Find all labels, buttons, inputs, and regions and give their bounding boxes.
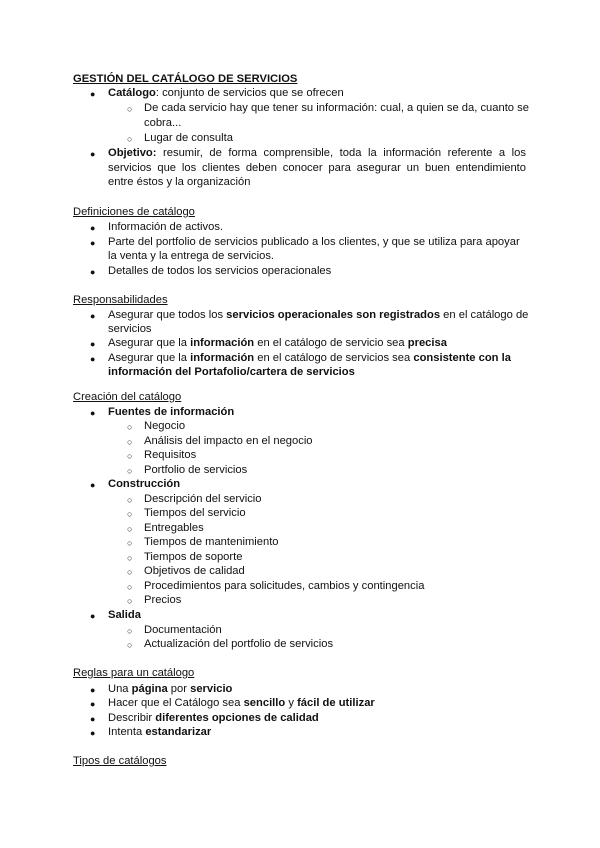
section-heading-responsabilidades: Responsabilidades	[73, 294, 168, 306]
list-item: Detalles de todos los servicios operacionales	[108, 265, 332, 277]
bullet-filled-icon: ●	[90, 728, 96, 738]
list-item	[108, 711, 319, 726]
list-subitem: Análisis del impacto en el negocio	[144, 435, 313, 447]
bullet-hollow-icon: ○	[127, 466, 133, 476]
bullet-hollow-icon: ○	[127, 437, 133, 447]
bullet-hollow-icon: ○	[127, 626, 133, 636]
text-run: Intenta	[108, 726, 146, 738]
bullet-filled-icon: ●	[90, 685, 96, 695]
list-subitem: Requisitos	[144, 449, 197, 461]
bullet-hollow-icon: ○	[127, 451, 133, 461]
bullet-hollow-icon: ○	[127, 509, 133, 519]
section-heading-definiciones: Definiciones de catálogo	[73, 206, 195, 218]
bullet-filled-icon: ●	[90, 89, 96, 99]
list-item	[108, 682, 232, 697]
list-subitem: Procedimientos para solicitudes, cambios y contingencia	[144, 580, 425, 592]
text-run: Describir	[108, 712, 156, 724]
bullet-filled-icon: ●	[90, 339, 96, 349]
bullet-hollow-icon: ○	[127, 134, 133, 144]
text-run-bold: diferentes opciones de calidad	[155, 712, 319, 724]
bullet-hollow-icon: ○	[127, 553, 133, 563]
list-item	[108, 336, 447, 351]
list-subitem: Descripción del servicio	[144, 493, 262, 505]
catalogo-item	[108, 86, 344, 101]
bullet-hollow-icon: ○	[127, 640, 133, 650]
fuentes-label: Fuentes de información	[108, 406, 235, 418]
objetivo-item	[108, 146, 526, 190]
list-subitem: Actualización del portfolio de servicios	[144, 638, 334, 650]
bullet-hollow-icon: ○	[127, 596, 133, 606]
list-item: Información de activos.	[108, 221, 224, 233]
bullet-filled-icon: ●	[90, 238, 96, 248]
text-run-bold: información	[190, 352, 255, 364]
bullet-hollow-icon: ○	[127, 567, 133, 577]
list-item-continuation: información del Portafolio/cartera de servicios	[108, 366, 355, 378]
bullet-hollow-icon: ○	[127, 582, 133, 592]
text-run-bold: consistente con la	[413, 352, 511, 364]
text-run: Asegurar que la	[108, 352, 191, 364]
text-run: Hacer que el Catálogo sea	[108, 697, 244, 709]
section-heading-reglas: Reglas para un catálogo	[73, 667, 195, 679]
text-run: por	[167, 683, 191, 695]
text-run: y	[285, 697, 298, 709]
bullet-hollow-icon: ○	[127, 422, 133, 432]
text-run-bold: página	[131, 683, 168, 695]
text-run: Asegurar que la	[108, 337, 191, 349]
list-subitem: Portfolio de servicios	[144, 464, 248, 476]
bullet-filled-icon: ●	[90, 223, 96, 233]
bullet-filled-icon: ●	[90, 408, 96, 418]
bullet-filled-icon: ●	[90, 149, 96, 159]
text-run-bold: estandarizar	[145, 726, 212, 738]
catalogo-sub-line: De cada servicio hay que tener su información: cual, a quien se da, cuanto se	[144, 102, 529, 114]
bullet-filled-icon: ●	[90, 611, 96, 621]
text-run: Asegurar que todos los	[108, 309, 227, 321]
catalogo-sub-line: cobra...	[144, 117, 182, 129]
page-title: GESTIÓN DEL CATÁLOGO DE SERVICIOS	[73, 73, 298, 85]
list-subitem: Tiempos de soporte	[144, 551, 243, 563]
bullet-hollow-icon: ○	[127, 104, 133, 114]
list-subitem: Tiempos de mantenimiento	[144, 536, 279, 548]
section-heading-tipos: Tipos de catálogos	[73, 755, 167, 767]
catalogo-label: Catálogo	[108, 87, 156, 99]
bullet-filled-icon: ●	[90, 354, 96, 364]
bullet-filled-icon: ●	[90, 480, 96, 490]
text-run-bold: sencillo	[243, 697, 286, 709]
list-item: Parte del portfolio de servicios publicado a los clientes, y que se utiliza para apoyar	[108, 236, 520, 248]
bullet-filled-icon: ●	[90, 311, 96, 321]
text-run: en el catálogo de servicios sea	[254, 352, 414, 364]
bullet-filled-icon: ●	[90, 699, 96, 709]
list-subitem: Precios	[144, 594, 182, 606]
text-run-bold: servicio	[190, 683, 233, 695]
bullet-filled-icon: ●	[90, 714, 96, 724]
text-run-bold: información	[190, 337, 255, 349]
bullet-hollow-icon: ○	[127, 524, 133, 534]
text-run-bold: precisa	[407, 337, 447, 349]
catalogo-sub-item: Lugar de consulta	[144, 132, 233, 144]
bullet-hollow-icon: ○	[127, 538, 133, 548]
salida-label: Salida	[108, 609, 141, 621]
text-run: en el catálogo de	[440, 309, 529, 321]
catalogo-text: : conjunto de servicios que se ofrecen	[155, 87, 344, 99]
list-item	[108, 696, 375, 711]
list-subitem: Negocio	[144, 420, 186, 432]
text-run-bold: fácil de utilizar	[297, 697, 375, 709]
list-subitem: Objetivos de calidad	[144, 565, 245, 577]
bullet-filled-icon: ●	[90, 267, 96, 277]
objetivo-label: Objetivo:	[108, 147, 157, 159]
list-item-continuation: la venta y la entrega de servicios.	[108, 250, 275, 262]
objetivo-text: resumir, de forma comprensible, toda la información referente a los servicios que los clientes deben conocer para asegurar un buen entendimiento entre éstos y la organización	[108, 147, 526, 189]
list-item	[108, 351, 511, 366]
bullet-hollow-icon: ○	[127, 495, 133, 505]
text-run-bold: servicios operacionales son registrados	[226, 309, 441, 321]
text-run: en el catálogo de servicio sea	[254, 337, 408, 349]
list-item-continuation: servicios	[108, 323, 152, 335]
list-item	[108, 308, 528, 323]
section-heading-creacion: Creación del catálogo	[73, 391, 182, 403]
list-item	[108, 725, 211, 740]
construccion-label: Construcción	[108, 478, 181, 490]
list-subitem: Entregables	[144, 522, 204, 534]
list-subitem: Tiempos del servicio	[144, 507, 246, 519]
list-subitem: Documentación	[144, 624, 222, 636]
text-run: Una	[108, 683, 132, 695]
